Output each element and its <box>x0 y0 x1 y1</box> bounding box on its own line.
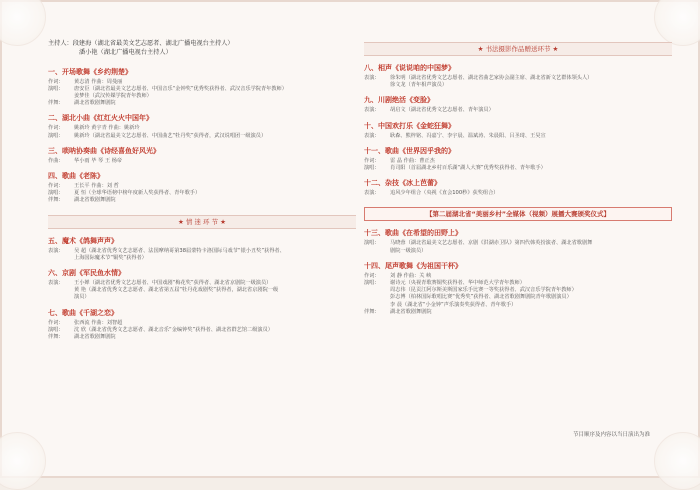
left-column <box>48 40 356 348</box>
program-title: 十、中国欢打乐《金蛇狂舞》 <box>364 121 455 130</box>
credit-label: 表演： <box>364 75 380 81</box>
credit-label <box>48 255 74 262</box>
credit-text: 耿森、熊梓铭、冯嘉宁、李宇晨、温斌涛、朱晨阳、吕圣琦、王昊宣 <box>390 132 546 139</box>
program-item <box>48 114 356 139</box>
credit-label: 表演： <box>364 107 380 114</box>
program-item <box>48 237 356 262</box>
program-item <box>364 229 672 254</box>
credit-label: 作曲： <box>48 157 64 164</box>
credit-line <box>48 197 356 204</box>
credit-text: 肖司阳（首届湖北乡村百乐湖“湖人大赛”优秀奖获得者、青年歌手） <box>390 165 546 172</box>
credit-line <box>48 125 356 132</box>
credit-line <box>48 133 356 140</box>
credit-label <box>364 294 390 301</box>
right-program-list-2 <box>364 229 672 316</box>
decorative-ornament <box>654 0 700 46</box>
credit-label <box>48 287 74 294</box>
credit-line <box>364 294 672 301</box>
program-title: 四、歌曲《老陈》 <box>48 172 104 181</box>
credit-label: 伴舞： <box>48 334 64 341</box>
program-title: 七、歌曲《千湖之恋》 <box>48 308 118 317</box>
credit-text: 黄志清 作曲：周曼丽 <box>74 78 123 85</box>
program-title: 八、相声《说说咱的中国梦》 <box>364 64 455 72</box>
host-line: 主持人：段建海（湖北省最美文艺志愿者、湖北广播电视台主持人） <box>48 40 234 47</box>
credit-line <box>48 320 356 327</box>
program-title: 十四、尾声歌舞《为祖国干杯》 <box>364 261 462 270</box>
award-ceremony-band: 【第二届湖北省“美丽乡村”全媒体（视频）展播大赛颁奖仪式】 <box>364 207 672 221</box>
credit-text: 马晓蓉（湖北省最美文艺志愿者、京剧《洪湖赤卫队》第四代韩英扮演者、湖北省歌剧舞 <box>390 240 593 247</box>
decorative-ornament <box>654 432 700 490</box>
credit-line <box>364 309 672 316</box>
credit-label: 演唱： <box>364 280 380 287</box>
credit-label: 表演： <box>48 280 64 287</box>
credit-label: 作词： <box>48 319 64 326</box>
program-title: 十二、杂技《冰上芭蕾》 <box>364 179 441 188</box>
program-title: 三、唢呐协奏曲《诗经喜鱼好风光》 <box>48 146 160 155</box>
credit-text: 徐朱明（湖北省优秀文艺志愿者、湖北省曲艺家协会副主席、湖北省新文艺群体领头人） <box>390 75 593 81</box>
credit-text: 刘 静 作曲：关 峡 <box>390 272 432 279</box>
credit-label: 作词： <box>364 157 380 164</box>
credit-line <box>48 86 356 93</box>
credit-line <box>364 133 672 140</box>
credit-label: 演唱： <box>48 190 64 197</box>
credit-text: 沈 欣（湖北省优秀文艺志愿者、湖北音乐“金编钟奖”获得者、湖北省群艺馆二级演员） <box>74 326 273 333</box>
program-item <box>48 68 356 108</box>
credit-text: 周志伟（昆贡江阿尔斯美斯国家乐手比赛一等奖获得者、武汉音乐学院青年教师） <box>390 287 577 294</box>
right-program-list <box>364 64 672 197</box>
program-title: 五、魔术《鸽舞声声》 <box>48 236 118 245</box>
credit-line <box>48 287 356 294</box>
credit-line <box>364 165 672 172</box>
credit-line <box>364 248 672 255</box>
credit-label: 伴舞： <box>48 100 64 107</box>
credit-text: 彭志博（柏林国际歌唱比赛“优秀奖”获得者、湖北省歌剧舞剧院青年歌剧演员） <box>390 294 572 301</box>
credit-line <box>364 190 672 197</box>
credit-label: 演唱： <box>364 165 380 172</box>
credit-text: 唐安臣（湖北省最美文艺志愿者、中国音乐“金钟奖”优秀奖获得者、武汉音乐学院青年教师） <box>74 85 287 92</box>
program-item <box>364 179 672 197</box>
program-item <box>364 147 672 172</box>
credit-label: 表演： <box>364 132 380 139</box>
program-title: 六、京剧《军民鱼水情》 <box>48 269 125 278</box>
credit-text: 吴 超（湖北省优秀文艺志愿者、法国摩纳哥第38届蒙特卡洛国际马戏节“银小丑奖”获得者、 <box>74 247 285 254</box>
credit-line <box>48 79 356 86</box>
credit-text: 夏 恒（全球华语榜中榜年度新人奖获得者、青年歌手） <box>74 190 201 197</box>
credit-label <box>364 82 390 89</box>
credit-text: 雷 晶 作曲：曹正杰 <box>390 157 435 164</box>
program-item <box>48 172 356 205</box>
credit-text: 湖北省歌剧舞剧院 <box>390 308 432 315</box>
credit-text: 姚新玲 黄宇青 作曲：姚新玲 <box>74 125 140 132</box>
credit-text: 湖北省歌剧舞剧院 <box>74 100 116 107</box>
credit-label <box>48 294 74 301</box>
decorative-ornament <box>0 0 46 46</box>
credit-text: 姜梦佳（武汉传媒学院青年教师） <box>74 93 152 99</box>
credit-label: 演唱： <box>48 132 64 139</box>
credit-label: 作词： <box>48 125 64 132</box>
credit-line <box>364 82 672 89</box>
credit-text: 胡启文（湖北省优秀文艺志愿者、青年演员） <box>390 107 494 114</box>
program-item <box>364 262 672 316</box>
decorative-ornament <box>0 432 46 490</box>
credit-text: 王长平 作曲：刘 哲 <box>74 183 119 190</box>
credit-label <box>364 302 390 309</box>
credit-label: 伴舞： <box>48 197 64 204</box>
program-item <box>364 122 672 140</box>
program-title: 二、湖北小曲《红红火火中国年》 <box>48 114 153 123</box>
left-program-list <box>48 68 356 205</box>
credit-line <box>364 273 672 280</box>
credit-text: 黄 艳（湖北省优秀文艺志愿者、湖北省第五届“牡丹花戏剧奖”获得者，湖北省京剧院一级 <box>74 287 279 294</box>
credit-label: 作词： <box>48 78 64 85</box>
credit-text: 湖北省歌剧舞剧院 <box>74 197 116 204</box>
program-item <box>48 309 356 342</box>
credit-text: 剧院一级演员） <box>390 247 427 254</box>
program-title: 一、开场歌舞《乡约荆楚》 <box>48 67 132 76</box>
credit-line <box>48 248 356 255</box>
credit-line <box>48 294 356 301</box>
credit-text: 湖北省歌剧舞剧院 <box>74 334 116 341</box>
credit-line <box>48 327 356 334</box>
credit-text: 上海国际魔术节“铜奖”获得者） <box>74 254 147 261</box>
credit-text: 谢诗元（央视青歌赛铜奖获得者、华中师范大学青年教师） <box>390 280 525 287</box>
program-title: 十一、歌曲《世界因乎我的》 <box>364 146 455 155</box>
footer-note: 节目顺序及内容以当日演出为准 <box>572 432 650 438</box>
credit-label: 表演： <box>48 247 64 254</box>
credit-label: 作词： <box>48 183 64 190</box>
credit-label: 表演： <box>364 190 380 197</box>
credit-text: 李 晨（湖北省“小金钟”声乐演奏奖获得者、青年歌手） <box>390 301 517 308</box>
credit-line <box>364 158 672 165</box>
program-item <box>364 64 672 89</box>
credit-text: 张西流 作曲：刘智超 <box>74 319 123 326</box>
credit-line <box>48 100 356 107</box>
credit-label: 演唱： <box>364 240 380 247</box>
section-band: ★ 书法摄影作品赠送环节 ★ <box>364 42 672 56</box>
credit-text: 追风少年组合（央视《直会100秒》获奖组合） <box>390 190 499 197</box>
credit-label: 作词： <box>364 272 380 279</box>
right-column <box>364 42 672 323</box>
credit-line <box>48 158 356 165</box>
credit-line <box>48 334 356 341</box>
left-program-list-2 <box>48 237 356 342</box>
credit-line <box>364 302 672 309</box>
section-band: ★ 情 迷 环 节 ★ <box>48 215 356 229</box>
credit-text: 王小婵（湖北省优秀文艺志愿者、中国戏剧“梅花奖”获得者、湖北省京剧院一级演员） <box>74 280 272 287</box>
credit-line <box>364 240 672 247</box>
host-line: 潘小艳（湖北广播电视台主持人） <box>79 48 172 56</box>
credit-text: 徐文龙（青年相声演员） <box>390 82 448 89</box>
program-item <box>48 147 356 165</box>
program-item <box>48 269 356 302</box>
program-title: 九、川剧绝活《变脸》 <box>364 96 434 105</box>
credit-text: 姚新玲（湖北省最美文艺志愿者、中国曲艺“牡丹奖”获得者，武汉说唱团一级演员） <box>74 132 267 139</box>
program-title: 十三、歌曲《在希望的田野上》 <box>364 229 462 238</box>
credit-label <box>364 287 390 294</box>
credit-text: 演员） <box>74 294 90 301</box>
credit-line <box>364 107 672 114</box>
credit-label: 演唱： <box>48 85 64 92</box>
credit-label: 伴舞： <box>364 308 380 315</box>
credit-text: 华小雨 毕 琴 王 杨帝 <box>74 157 123 164</box>
credit-label: 演唱： <box>48 326 64 333</box>
credit-line <box>48 255 356 262</box>
credit-label <box>364 248 390 255</box>
program-item <box>364 96 672 114</box>
host-info <box>48 40 356 58</box>
